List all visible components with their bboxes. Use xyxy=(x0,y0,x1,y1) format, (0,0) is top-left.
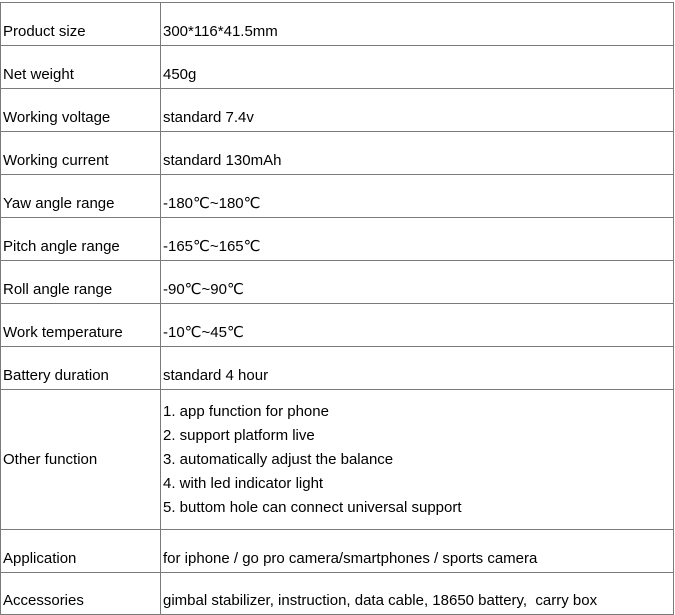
spec-row-working-current xyxy=(1,132,674,175)
spec-row-pitch-angle-range xyxy=(1,218,674,261)
spec-value: standard 7.4v xyxy=(161,89,674,132)
spec-label: Application xyxy=(1,530,161,573)
spec-row-application xyxy=(1,530,674,573)
spec-label: Working current xyxy=(1,132,161,175)
spec-row-battery-duration xyxy=(1,347,674,390)
function-item: 5. buttom hole can connect universal support xyxy=(163,498,462,516)
spec-label: Battery duration xyxy=(1,347,161,390)
spec-value: 450g xyxy=(161,46,674,89)
spec-row-working-voltage xyxy=(1,89,674,132)
spec-value xyxy=(161,390,674,530)
function-item: 2. support platform live xyxy=(163,426,315,444)
function-item: 4. with led indicator light xyxy=(163,474,324,492)
function-list xyxy=(163,400,673,520)
spec-row-product-size xyxy=(1,3,674,46)
spec-value: for iphone / go pro camera/smartphones / sports camera xyxy=(161,530,674,573)
spec-value: -180℃~180℃ xyxy=(161,175,674,218)
spec-label: Product size xyxy=(1,3,161,46)
spec-value: standard 4 hour xyxy=(161,347,674,390)
spec-label: Work temperature xyxy=(1,304,161,347)
spec-row-work-temperature xyxy=(1,304,674,347)
spec-value: -165℃~165℃ xyxy=(161,218,674,261)
spec-label: Yaw angle range xyxy=(1,175,161,218)
spec-label: Accessories xyxy=(1,573,161,615)
spec-value: -90℃~90℃ xyxy=(161,261,674,304)
spec-row-roll-angle-range xyxy=(1,261,674,304)
function-item: 1. app function for phone xyxy=(163,402,329,420)
spec-value: gimbal stabilizer, instruction, data cable, 18650 battery, carry box xyxy=(161,573,674,615)
spec-label: Other function xyxy=(1,390,161,530)
spec-label: Net weight xyxy=(1,46,161,89)
spec-row-yaw-angle-range xyxy=(1,175,674,218)
spec-table xyxy=(0,2,674,615)
spec-label: Roll angle range xyxy=(1,261,161,304)
spec-row-accessories xyxy=(1,573,674,615)
spec-row-net-weight xyxy=(1,46,674,89)
spec-row-other-function xyxy=(1,390,674,530)
spec-value: standard 130mAh xyxy=(161,132,674,175)
function-item: 3. automatically adjust the balance xyxy=(163,450,394,468)
spec-value: -10℃~45℃ xyxy=(161,304,674,347)
spec-label: Working voltage xyxy=(1,89,161,132)
spec-label: Pitch angle range xyxy=(1,218,161,261)
spec-value: 300*116*41.5mm xyxy=(161,3,674,46)
